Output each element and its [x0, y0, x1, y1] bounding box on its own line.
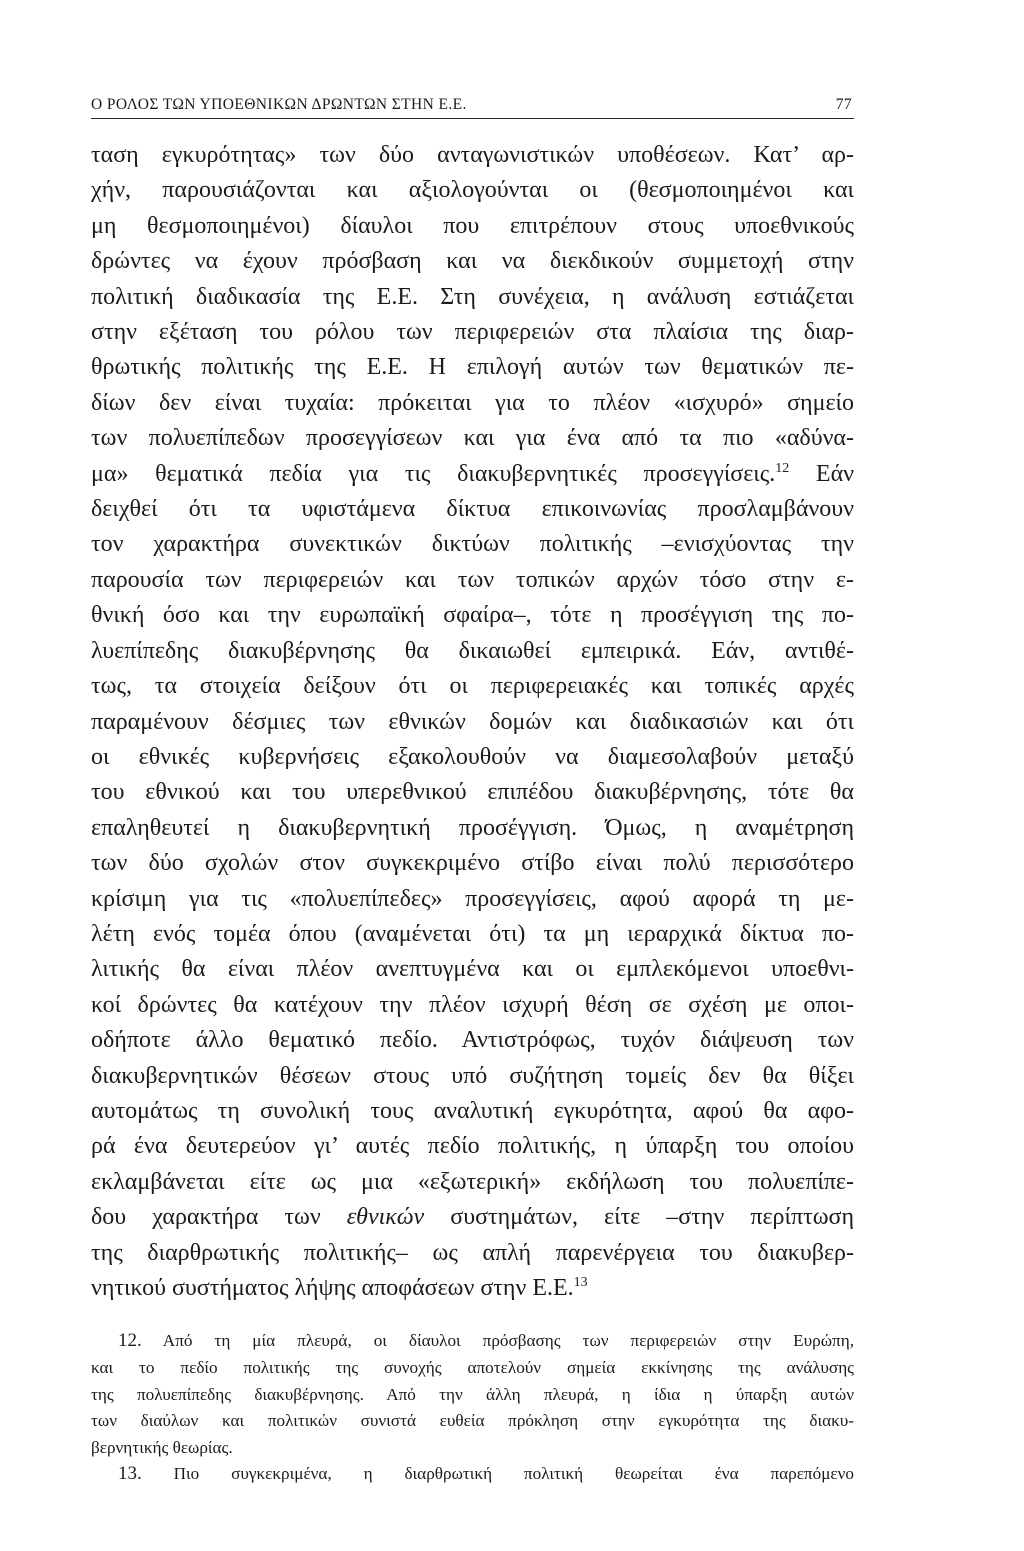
- text-line: κρίσιμη για τις «πολυεπίπεδες» προσεγγίσεις, αφού αφορά τη με-: [91, 885, 854, 912]
- main-paragraph: [91, 138, 854, 1306]
- footnote-12-line: των διαύλων και πολιτικών συνιστά ευθεία πρόκληση στην εγκυρότητα της διακυ-: [91, 1411, 854, 1431]
- text-line: διακυβερνητικών θέσεων στους υπό συζήτηση τομείς δεν θα θίξει: [91, 1062, 854, 1089]
- italic-word: εθνικών: [346, 1204, 425, 1231]
- text-line: εκλαμβάνεται είτε ως μια «εξωτερική» εκδήλωση του πολυεπίπε-: [91, 1168, 854, 1195]
- text-line: αυτομάτως τη συνολική τους αναλυτική εγκυρότητα, αφού θα αφο-: [91, 1097, 854, 1124]
- footnote-12-line: [91, 1328, 854, 1355]
- text-line: θνική όσο και την ευρωπαϊκή σφαίρα–, τότε η προσέγγιση της πο-: [91, 602, 854, 629]
- text-line: [91, 1271, 854, 1306]
- text-line: του εθνικού και του υπερεθνικού επιπέδου διακυβέρνησης, τότε θα: [91, 779, 854, 806]
- footnotes: [91, 1328, 854, 1488]
- footnote-13-line: [91, 1461, 854, 1488]
- footnote-ref-13[interactable]: 13: [573, 1275, 588, 1290]
- text-line: δίων δεν είναι τυχαία: πρόκειται για το πλέον «ισχυρό» σημείο: [91, 389, 854, 416]
- text-line: μη θεσμοποιημένοι) δίαυλοι που επιτρέπουν στους υποεθνικούς: [91, 212, 854, 239]
- text-line: πολιτική διαδικασία της Ε.Ε. Στη συνέχεια, η ανάλυση εστιάζεται: [91, 283, 854, 310]
- text-line: των πολυεπίπεδων προσεγγίσεων και για ένα από τα πιο «αδύνα-: [91, 425, 854, 452]
- text-segment: συστημάτων, είτε –στην περίπτωση: [450, 1204, 854, 1231]
- footnote-text: Πιο συγκεκριμένα, η διαρθρωτική πολιτική θεωρείται ένα παρεπόμενο: [173, 1464, 854, 1484]
- text-line: τον χαρακτήρα συνεκτικών δικτύων πολιτικής –ενισχύοντας την: [91, 531, 854, 558]
- text-line: δρώντες να έχουν πρόσβαση και να διεκδικούν συμμετοχή στην: [91, 248, 854, 275]
- text-line: στην εξέταση του ρόλου των περιφερειών στα πλαίσια της διαρ-: [91, 319, 854, 346]
- footnote-ref-12[interactable]: 12: [775, 460, 790, 476]
- text-segment: μα» θεματικά πεδία για τις διακυβερνητικές προσεγγίσεις.: [91, 460, 776, 487]
- text-segment: νητικού συστήματος λήψης αποφάσεων στην Ε.Ε.: [91, 1275, 574, 1301]
- text-segment: δου χαρακτήρα των: [91, 1204, 321, 1231]
- text-line: παρουσία των περιφερειών και των τοπικών αρχών τόσο στην ε-: [91, 566, 854, 593]
- text-line: [91, 1200, 854, 1235]
- footnote-12-number: 12.: [118, 1330, 142, 1352]
- footnote-12-line: της πολυεπίπεδης διακυβέρνησης. Από την άλλη πλευρά, η ίδια η ύπαρξη αυτών: [91, 1384, 854, 1404]
- footnote-13-number: 13.: [118, 1463, 142, 1485]
- running-header: [91, 96, 854, 119]
- text-line: λέτη ενός τομέα όπου (αναμένεται ότι) τα μη ιεραρχικά δίκτυα πο-: [91, 920, 854, 947]
- text-line: ρά ένα δευτερεύον γι’ αυτές πεδίο πολιτικής, η ύπαρξη του οποίου: [91, 1133, 854, 1160]
- text-line: λιτικής θα είναι πλέον ανεπτυγμένα και οι εμπλεκόμενοι υποεθνι-: [91, 956, 854, 983]
- text-line: λυεπίπεδης διακυβέρνησης θα δικαιωθεί εμπειρικά. Εάν, αντιθέ-: [91, 637, 854, 664]
- text-line: χήν, παρουσιάζονται και αξιολογούνται οι (θεσμοποιημένοι και: [91, 177, 854, 204]
- text-line: κοί δρώντες θα κατέχουν την πλέον ισχυρή θέση σε σχέση με οποι-: [91, 991, 854, 1018]
- text-line: οδήποτε άλλο θεματικό πεδίο. Αντιστρόφως, τυχόν διάψευση των: [91, 1027, 854, 1054]
- text-line: τως, τα στοιχεία δείξουν ότι οι περιφερειακές και τοπικές αρχές: [91, 673, 854, 700]
- text-line: των δύο σχολών στον συγκεκριμένο στίβο είναι πολύ περισσότερο: [91, 850, 854, 877]
- text-line: παραμένουν δέσμιες των εθνικών δομών και διαδικασιών και ότι: [91, 708, 854, 735]
- text-line: δειχθεί ότι τα υφιστάμενα δίκτυα επικοινωνίας προσλαμβάνουν: [91, 496, 854, 523]
- running-title: Ο ΡΟΛΟΣ ΤΩΝ ΥΠΟΕΘΝΙΚΩΝ ΔΡΩΝΤΩΝ ΣΤΗΝ Ε.Ε.: [91, 96, 467, 113]
- text-line: επαληθευτεί η διακυβερνητική προσέγγιση. Όμως, η αναμέτρηση: [91, 814, 854, 841]
- footnote-12-line: βερνητικής θεωρίας.: [91, 1437, 233, 1457]
- text-line: οι εθνικές κυβερνήσεις εξακολουθούν να διαμεσολαβούν μεταξύ: [91, 743, 854, 770]
- footnote-text: Από τη μία πλευρά, οι δίαυλοι πρόσβασης των περιφερειών στην Ευρώπη,: [162, 1331, 854, 1351]
- book-page: [91, 96, 854, 1488]
- text-line: ταση εγκυρότητας» των δύο ανταγωνιστικών υποθέσεων. Κατ’ αρ-: [91, 142, 854, 168]
- text-line: θρωτικής πολιτικής της Ε.Ε. Η επιλογή αυτών των θεματικών πε-: [91, 354, 854, 381]
- text-line: της διαρθρωτικής πολιτικής– ως απλή παρενέργεια του διακυβερ-: [91, 1239, 854, 1266]
- page-number: 77: [835, 96, 852, 113]
- text-line: [91, 457, 854, 492]
- footnote-12-line: και το πεδίο πολιτικής της συνοχής αποτελούν σημεία εκκίνησης της ανάλυσης: [91, 1358, 854, 1377]
- text-segment: Εάν: [815, 460, 854, 487]
